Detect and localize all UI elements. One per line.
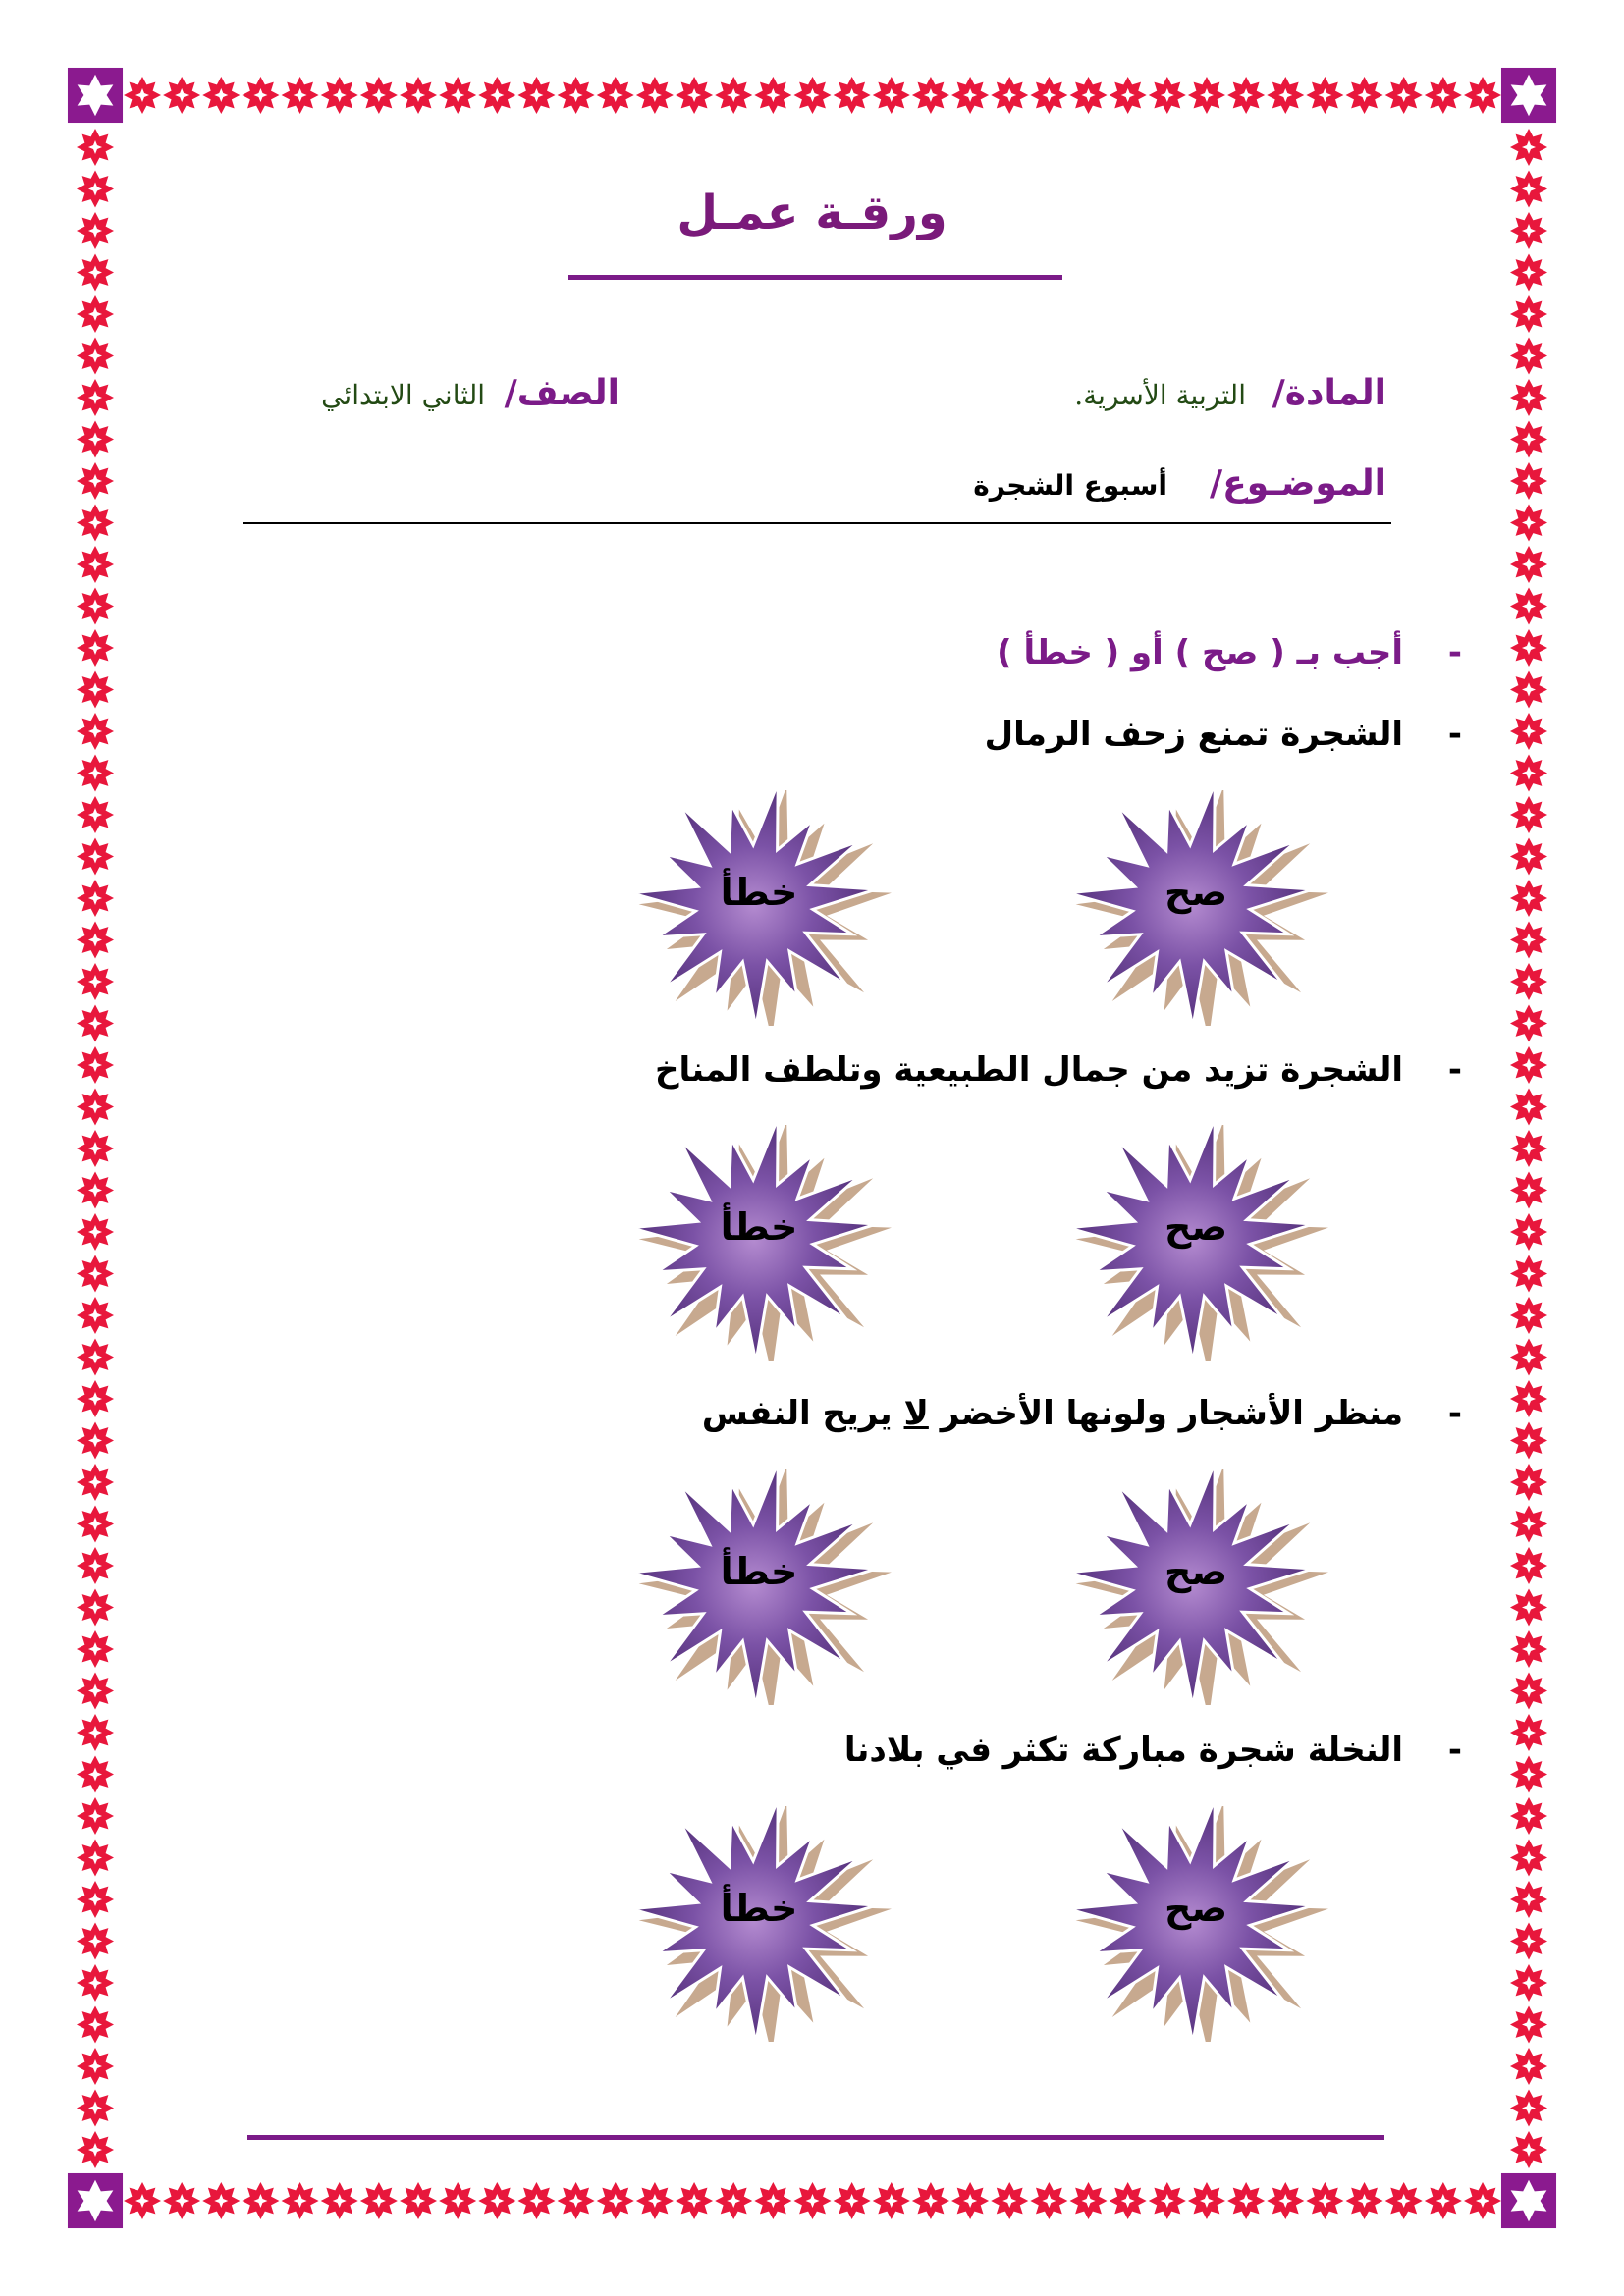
title-underline xyxy=(568,275,1062,280)
border-star xyxy=(1267,2182,1304,2219)
border-star xyxy=(77,1964,114,2002)
border-star xyxy=(321,77,358,114)
question-text: النخلة شجرة مباركة تكثر في بلادنا xyxy=(843,1731,1403,1770)
border-star xyxy=(77,1673,114,1710)
border-star xyxy=(1510,1673,1547,1710)
border-star xyxy=(77,796,114,833)
border-star xyxy=(951,2182,989,2219)
border-star xyxy=(77,295,114,333)
border-star xyxy=(77,421,114,458)
border-star xyxy=(1510,880,1547,917)
border-star xyxy=(124,77,161,114)
border-star xyxy=(1149,2182,1186,2219)
border-star xyxy=(163,2182,200,2219)
border-star xyxy=(873,77,910,114)
border-star xyxy=(754,2182,791,2219)
border-star xyxy=(77,1589,114,1627)
border-star xyxy=(321,2182,358,2219)
border-star xyxy=(1510,462,1547,500)
border-star xyxy=(715,77,752,114)
border-star xyxy=(77,1840,114,1877)
border-star xyxy=(360,2182,398,2219)
border-star xyxy=(1346,77,1383,114)
border-star xyxy=(1510,922,1547,959)
border-star xyxy=(77,1797,114,1835)
border-star xyxy=(163,77,200,114)
border-star xyxy=(517,77,555,114)
border-star xyxy=(77,505,114,542)
border-star xyxy=(1188,2182,1225,2219)
grade-value: الثاني الابتدائي xyxy=(321,379,485,411)
border-star xyxy=(1267,77,1304,114)
border-star xyxy=(77,1464,114,1501)
topic-value: أسبوع الشجرة xyxy=(973,469,1167,502)
border-star xyxy=(478,77,515,114)
question-1 xyxy=(0,715,1624,764)
header-divider xyxy=(243,522,1391,524)
border-star xyxy=(873,2182,910,2219)
question-dash: - xyxy=(1447,1050,1462,1090)
question-text xyxy=(702,1394,1403,1433)
footer-divider xyxy=(247,2135,1384,2140)
subject-value: التربية الأسرية. xyxy=(1074,379,1246,411)
grade-label: الصف/ xyxy=(504,373,620,413)
border-star xyxy=(1510,1297,1547,1334)
border-star xyxy=(558,77,595,114)
border-star xyxy=(1510,129,1547,166)
border-star xyxy=(676,77,713,114)
border-star xyxy=(77,1172,114,1209)
border-star xyxy=(400,77,437,114)
border-star xyxy=(77,546,114,583)
answer-false-label: خطأ xyxy=(720,871,798,914)
border-star xyxy=(1070,2182,1108,2219)
border-star xyxy=(1510,2006,1547,2044)
border-star xyxy=(1510,796,1547,833)
border-star xyxy=(1510,1797,1547,1835)
border-star xyxy=(1030,2182,1067,2219)
instruction xyxy=(0,633,1624,682)
border-star xyxy=(77,963,114,1000)
border-star xyxy=(77,838,114,876)
border-star xyxy=(1227,2182,1265,2219)
border-star xyxy=(1510,421,1547,458)
border-star xyxy=(77,1213,114,1251)
question-dash: - xyxy=(1447,1731,1462,1770)
border-star xyxy=(1110,2182,1147,2219)
instruction-dash: - xyxy=(1447,633,1462,672)
border-star xyxy=(1510,295,1547,333)
border-star xyxy=(636,2182,674,2219)
question-2 xyxy=(0,1050,1624,1099)
question-3 xyxy=(0,1394,1624,1443)
question-text-after: يريح النفس xyxy=(701,1394,893,1433)
border-star xyxy=(1425,77,1462,114)
answer-true-label: صح xyxy=(1164,1887,1228,1930)
border-star xyxy=(1510,1464,1547,1501)
border-star xyxy=(77,922,114,959)
instruction-text: أجب بـ ( صح ) أو ( خطأ ) xyxy=(997,633,1403,672)
border-star xyxy=(991,77,1028,114)
question-text-before: منظر الأشجار ولونها الأخضر xyxy=(940,1394,1403,1433)
border-star xyxy=(77,254,114,292)
border-star xyxy=(202,2182,240,2219)
border-star xyxy=(77,338,114,375)
border-star xyxy=(1510,254,1547,292)
border-star xyxy=(360,77,398,114)
border-star xyxy=(77,1630,114,1668)
border-star xyxy=(77,1547,114,1584)
border-star xyxy=(77,1881,114,1918)
border-star xyxy=(77,1923,114,1960)
question-dash: - xyxy=(1447,1394,1462,1433)
border-star xyxy=(77,462,114,500)
border-star xyxy=(1510,1213,1547,1251)
border-star xyxy=(1510,963,1547,1000)
border-star xyxy=(77,2048,114,2085)
border-star xyxy=(202,77,240,114)
answer-false-button[interactable] xyxy=(626,1806,892,2042)
border-star xyxy=(597,77,634,114)
topic-label: الموضـوع/ xyxy=(1210,463,1386,504)
border-star xyxy=(1346,2182,1383,2219)
border-star xyxy=(1510,1172,1547,1209)
border-star xyxy=(124,2182,161,2219)
border-star xyxy=(1510,588,1547,625)
border-star xyxy=(439,2182,476,2219)
border-star xyxy=(242,77,279,114)
border-star xyxy=(754,77,791,114)
border-star xyxy=(77,129,114,166)
answer-true-label: صح xyxy=(1164,1205,1228,1249)
border-star xyxy=(1510,505,1547,542)
answer-true-button[interactable] xyxy=(1063,1125,1328,1361)
border-star xyxy=(1510,2048,1547,2085)
border-star xyxy=(715,2182,752,2219)
answer-true-button[interactable] xyxy=(1063,1469,1328,1705)
border-star xyxy=(1070,77,1108,114)
border-star xyxy=(1425,2182,1462,2219)
border-star xyxy=(1510,1630,1547,1668)
border-star xyxy=(1385,77,1423,114)
border-star xyxy=(1110,77,1147,114)
border-star xyxy=(77,1339,114,1376)
question-text: الشجرة تمنع زحف الرمال xyxy=(984,715,1403,754)
border-star xyxy=(1030,77,1067,114)
border-star xyxy=(991,2182,1028,2219)
border-star xyxy=(1510,1547,1547,1584)
border-star xyxy=(1149,77,1186,114)
border-star xyxy=(1510,1881,1547,1918)
answer-false-button[interactable] xyxy=(626,1469,892,1705)
border-star xyxy=(1188,77,1225,114)
border-star xyxy=(242,2182,279,2219)
question-negation: لا xyxy=(903,1394,929,1433)
answer-false-label: خطأ xyxy=(720,1887,798,1930)
answer-false-label: خطأ xyxy=(720,1205,798,1249)
answer-false-button[interactable] xyxy=(626,1125,892,1361)
question-dash: - xyxy=(1447,715,1462,754)
border-star xyxy=(77,379,114,416)
border-star xyxy=(1306,77,1343,114)
border-star xyxy=(912,2182,949,2219)
border-star xyxy=(1510,1255,1547,1293)
border-star xyxy=(77,588,114,625)
answer-false-button[interactable] xyxy=(626,790,892,1026)
border-star xyxy=(282,77,319,114)
border-star xyxy=(478,2182,515,2219)
answer-true-button[interactable] xyxy=(1063,1806,1328,2042)
border-star xyxy=(77,1005,114,1042)
border-star xyxy=(794,2182,832,2219)
question-4 xyxy=(0,1731,1624,1780)
border-star xyxy=(912,77,949,114)
border-star xyxy=(77,880,114,917)
border-star xyxy=(517,2182,555,2219)
border-star xyxy=(1464,77,1501,114)
border-star xyxy=(1510,1506,1547,1543)
border-star xyxy=(951,77,989,114)
border-star xyxy=(439,77,476,114)
answer-true-label: صح xyxy=(1164,871,1228,914)
border-star xyxy=(1510,2131,1547,2168)
border-star xyxy=(77,2131,114,2168)
border-star xyxy=(676,2182,713,2219)
border-star xyxy=(77,1130,114,1167)
border-star xyxy=(834,77,871,114)
border-star xyxy=(1510,1589,1547,1627)
border-star xyxy=(1510,1130,1547,1167)
border-star xyxy=(282,2182,319,2219)
border-star xyxy=(1510,1339,1547,1376)
border-star xyxy=(77,2090,114,2127)
border-star xyxy=(77,1506,114,1543)
border-star xyxy=(77,2006,114,2044)
border-star xyxy=(794,77,832,114)
border-star xyxy=(1510,1005,1547,1042)
answer-true-label: صح xyxy=(1164,1550,1228,1593)
border-star xyxy=(77,1297,114,1334)
border-star xyxy=(1510,1840,1547,1877)
border-star xyxy=(1510,338,1547,375)
subject-label: المادة/ xyxy=(1272,373,1386,413)
border-star xyxy=(1510,1923,1547,1960)
border-star xyxy=(1510,546,1547,583)
border-star xyxy=(597,2182,634,2219)
question-text: الشجرة تزيد من جمال الطبيعية وتلطف المناخ xyxy=(654,1050,1403,1090)
border-star xyxy=(1385,2182,1423,2219)
border-star xyxy=(1510,1964,1547,2002)
answer-true-button[interactable] xyxy=(1063,790,1328,1026)
worksheet-title: ورقـة عمـل xyxy=(677,186,947,240)
border-star xyxy=(1510,2090,1547,2127)
border-star xyxy=(558,2182,595,2219)
border-star xyxy=(636,77,674,114)
border-star xyxy=(1510,379,1547,416)
border-star xyxy=(834,2182,871,2219)
border-star xyxy=(1306,2182,1343,2219)
answer-false-label: خطأ xyxy=(720,1550,798,1593)
border-star xyxy=(77,1255,114,1293)
border-star xyxy=(400,2182,437,2219)
border-star xyxy=(1510,838,1547,876)
border-star xyxy=(1464,2182,1501,2219)
border-star xyxy=(1227,77,1265,114)
